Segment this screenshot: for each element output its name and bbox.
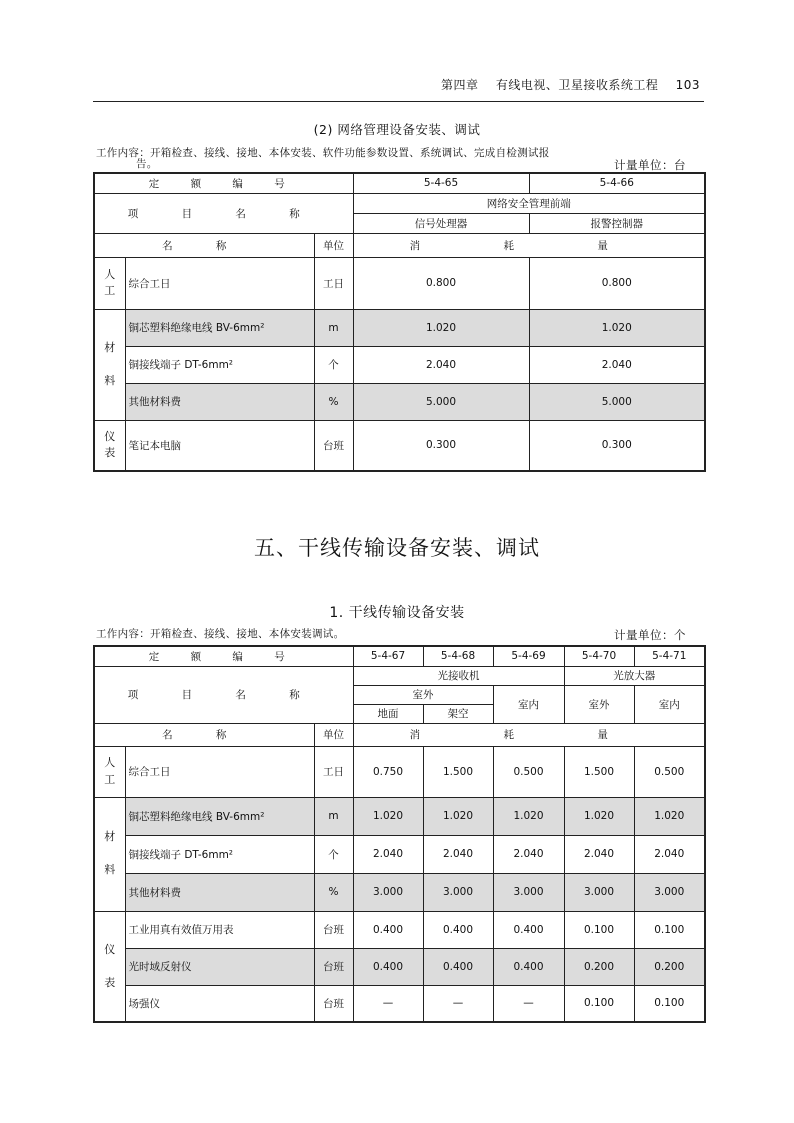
row-value: — — [493, 985, 564, 1022]
row-value: 0.300 — [353, 420, 529, 471]
table1-work-content — [96, 148, 550, 170]
row-name: 场强仪 — [125, 985, 314, 1022]
table2-subtitle: 1. 干线传输设备安装 — [329, 605, 465, 621]
item-group: 光放大器 — [564, 666, 705, 685]
name-column-header: 名 称 — [94, 233, 314, 257]
row-name: 笔记本电脑 — [125, 420, 314, 471]
row-value: 0.400 — [353, 911, 423, 948]
row-value: 1.020 — [353, 797, 423, 835]
row-unit: 台班 — [314, 948, 353, 985]
row-value: 0.800 — [353, 257, 529, 309]
item-name: 室内 — [634, 685, 705, 723]
row-value: 0.800 — [529, 257, 705, 309]
row-value: 1.020 — [564, 797, 634, 835]
row-unit: m — [314, 797, 353, 835]
row-unit: 工日 — [314, 257, 353, 309]
row-value: 3.000 — [353, 873, 423, 911]
row-value: 0.400 — [493, 911, 564, 948]
row-unit: 个 — [314, 346, 353, 383]
item-name: 架空 — [423, 704, 493, 723]
quota-code: 5-4-66 — [529, 173, 705, 193]
section-title: 五、干线传输设备安装、调试 — [254, 536, 540, 560]
row-value: 0.100 — [564, 911, 634, 948]
instrument-category: 仪 表 — [94, 911, 125, 1022]
row-value: 0.400 — [353, 948, 423, 985]
row-value: 1.500 — [564, 746, 634, 797]
row-name: 其他材料费 — [125, 873, 314, 911]
row-name: 光时域反射仪 — [125, 948, 314, 985]
table1-subtitle: (2) 网络管理设备安装、调试 — [313, 122, 481, 137]
header-text — [441, 76, 700, 93]
row-value: 5.000 — [353, 383, 529, 420]
item-name: 报警控制器 — [529, 213, 705, 233]
row-value: 0.500 — [634, 746, 705, 797]
labor-category: 人 工 — [94, 257, 125, 309]
row-value: 2.040 — [353, 835, 423, 873]
quota-table-1 — [93, 172, 706, 472]
row-value: 2.040 — [423, 835, 493, 873]
row-value: 3.000 — [493, 873, 564, 911]
row-value: 2.040 — [634, 835, 705, 873]
row-value: 1.020 — [634, 797, 705, 835]
consumption-header: 消 耗 量 — [353, 233, 705, 257]
row-name: 其他材料费 — [125, 383, 314, 420]
item-name-label: 项 目 名 称 — [94, 193, 353, 233]
row-value: 0.100 — [564, 985, 634, 1022]
quota-table-2 — [93, 645, 706, 1023]
row-value: 0.200 — [564, 948, 634, 985]
row-value: 5.000 — [529, 383, 705, 420]
quota-code: 5-4-69 — [493, 646, 564, 666]
quota-label: 定 额 编 号 — [94, 646, 353, 666]
quota-code: 5-4-65 — [353, 173, 529, 193]
row-name: 铜芯塑料绝缘电线 BV-6mm² — [125, 309, 314, 346]
row-value: 1.020 — [493, 797, 564, 835]
row-value: 2.040 — [564, 835, 634, 873]
row-unit: % — [314, 873, 353, 911]
row-value: 1.020 — [353, 309, 529, 346]
page-header — [93, 74, 704, 102]
material-category: 材 料 — [94, 797, 125, 911]
table1-work-line1: 工作内容：开箱检查、接线、接地、本体安装、软件功能参数设置、系统调试、完成自检测试报 — [96, 147, 550, 159]
row-value: 2.040 — [529, 346, 705, 383]
row-value: 0.400 — [423, 948, 493, 985]
row-value: 2.040 — [493, 835, 564, 873]
labor-category: 人 工 — [94, 746, 125, 797]
unit-column-header: 单位 — [314, 233, 353, 257]
row-name: 综合工日 — [125, 257, 314, 309]
row-value: 0.400 — [423, 911, 493, 948]
row-value: — — [423, 985, 493, 1022]
unit-column-header: 单位 — [314, 723, 353, 746]
row-value: 3.000 — [423, 873, 493, 911]
table2-work-content: 工作内容：开箱检查、接线、接地、本体安装调试。 — [96, 628, 345, 640]
row-unit: 台班 — [314, 911, 353, 948]
row-unit: m — [314, 309, 353, 346]
chapter-title: 有线电视、卫星接收系统工程 — [495, 78, 659, 92]
name-column-header: 名 称 — [94, 723, 314, 746]
item-group: 网络安全管理前端 — [353, 193, 705, 213]
row-name: 工业用真有效值万用表 — [125, 911, 314, 948]
consumption-header: 消 耗 量 — [353, 723, 705, 746]
row-value: 1.500 — [423, 746, 493, 797]
row-unit: 台班 — [314, 420, 353, 471]
item-name-label: 项 目 名 称 — [94, 666, 353, 723]
row-value: 1.020 — [423, 797, 493, 835]
row-name: 铜接线端子 DT-6mm² — [125, 835, 314, 873]
item-name: 室内 — [493, 685, 564, 723]
row-unit: 工日 — [314, 746, 353, 797]
item-name: 地面 — [353, 704, 423, 723]
row-name: 铜芯塑料绝缘电线 BV-6mm² — [125, 797, 314, 835]
row-value: 0.300 — [529, 420, 705, 471]
row-name: 综合工日 — [125, 746, 314, 797]
instrument-category: 仪 表 — [94, 420, 125, 471]
row-value: 0.100 — [634, 985, 705, 1022]
row-unit: % — [314, 383, 353, 420]
row-name: 铜接线端子 DT-6mm² — [125, 346, 314, 383]
row-unit: 台班 — [314, 985, 353, 1022]
material-category: 材 料 — [94, 309, 125, 420]
row-value: 0.100 — [634, 911, 705, 948]
row-value: 0.400 — [493, 948, 564, 985]
quota-code: 5-4-70 — [564, 646, 634, 666]
quota-label: 定 额 编 号 — [94, 173, 353, 193]
row-value: 1.020 — [529, 309, 705, 346]
table2-unit: 计量单位：个 — [614, 628, 686, 642]
item-subgroup: 室外 — [353, 685, 493, 704]
chapter-label: 第四章 — [441, 78, 479, 92]
quota-code: 5-4-67 — [353, 646, 423, 666]
page-number: 103 — [675, 78, 700, 92]
quota-code: 5-4-68 — [423, 646, 493, 666]
row-value: 0.750 — [353, 746, 423, 797]
row-unit: 个 — [314, 835, 353, 873]
row-value: 2.040 — [353, 346, 529, 383]
row-value: 3.000 — [634, 873, 705, 911]
table1-unit: 计量单位：台 — [614, 158, 686, 172]
row-value: 3.000 — [564, 873, 634, 911]
table1-work-line2: 告。 — [136, 158, 158, 170]
row-value: — — [353, 985, 423, 1022]
row-value: 0.200 — [634, 948, 705, 985]
item-name: 室外 — [564, 685, 634, 723]
row-value: 0.500 — [493, 746, 564, 797]
item-group: 光接收机 — [353, 666, 564, 685]
item-name: 信号处理器 — [353, 213, 529, 233]
quota-code: 5-4-71 — [634, 646, 705, 666]
